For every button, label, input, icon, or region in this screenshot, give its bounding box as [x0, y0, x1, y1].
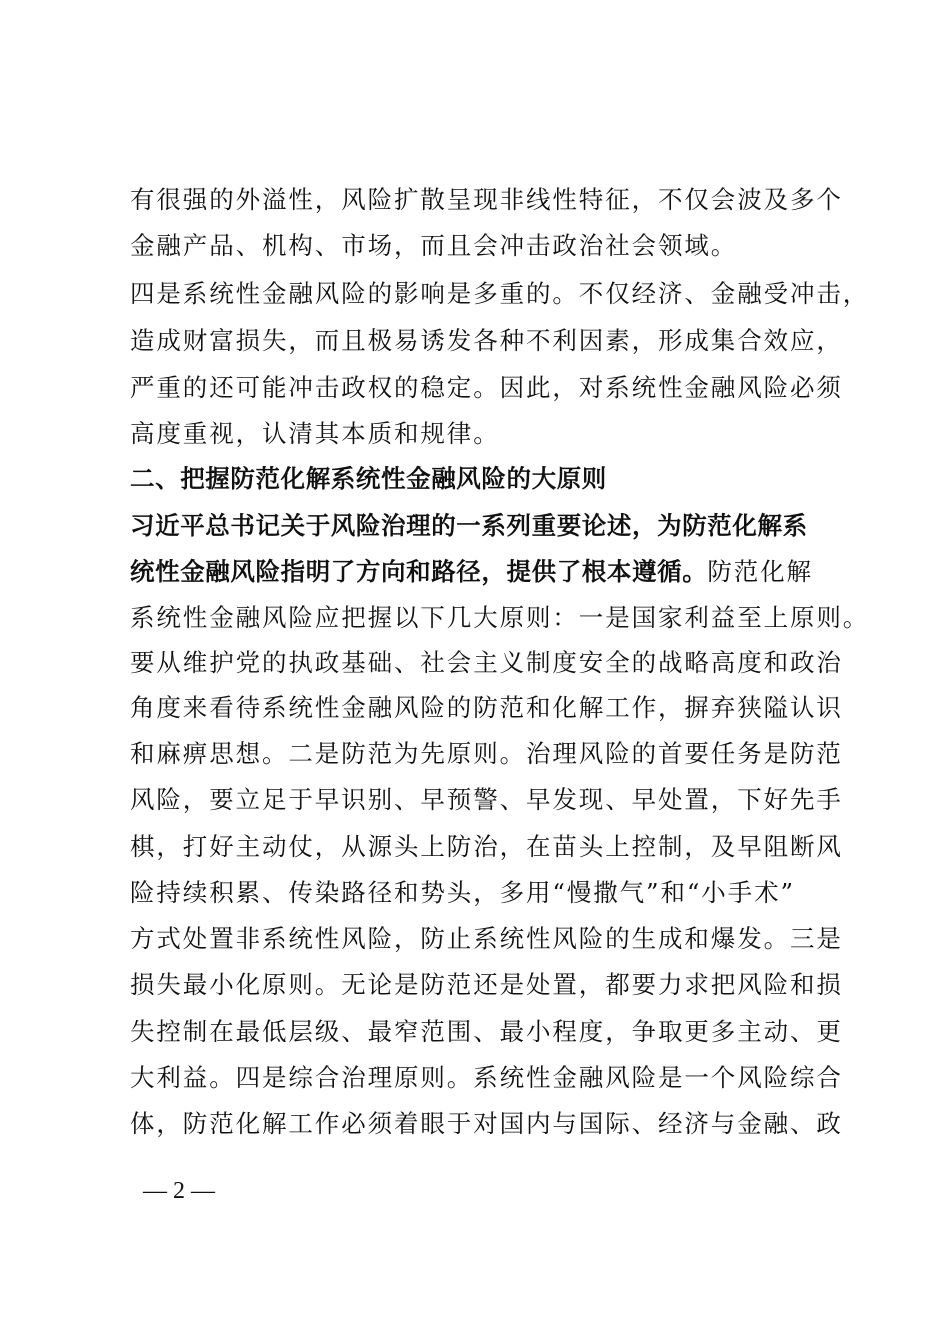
paragraph-line: 大利益。四是综合治理原则。系统性金融风险是一个风险综合	[130, 1063, 843, 1092]
bold-text-span: 统性金融风险指明了方向和路径，提供了根本遵循。	[130, 557, 708, 586]
paragraph-line: 棋，打好主动仗，从源头上防治，在苗头上控制，及早阻断风	[130, 832, 843, 861]
paragraph-line: 要从维护党的执政基础、社会主义制度安全的战略高度和政治	[130, 648, 843, 677]
paragraph-line: 角度来看待系统性金融风险的防范和化解工作，摒弃狭隘认识	[130, 693, 843, 722]
paragraph-line: 严重的还可能冲击政权的稳定。因此，对系统性金融风险必须	[130, 373, 843, 402]
paragraph-line: 系统性金融风险应把握以下几大原则：一是国家利益至上原则。	[130, 603, 870, 632]
paragraph-line: 风险，要立足于早识别、早预警、早发现、早处置，下好先手	[130, 785, 843, 814]
mixed-paragraph-line	[130, 557, 813, 587]
paragraph-line: 四是系统性金融风险的影响是多重的。不仅经济、金融受冲击，	[130, 279, 870, 308]
bold-paragraph-line: 习近平总书记关于风险治理的一系列重要论述，为防范化解系	[130, 511, 808, 540]
paragraph-line: 体，防范化解工作必须着眼于对国内与国际、经济与金融、政	[130, 1109, 843, 1138]
paragraph-line: 失控制在最低层级、最窄范围、最小程度，争取更多主动、更	[130, 1017, 843, 1046]
section-heading: 二、把握防范化解系统性金融风险的大原则	[130, 464, 607, 493]
paragraph-line: 高度重视，认清其本质和规律。	[130, 419, 500, 448]
paragraph-line: 险持续积累、传染路径和势头，多用“慢撒气”和“小手术”	[130, 878, 795, 907]
paragraph-line: 损失最小化原则。无论是防范还是处置，都要力求把风险和损	[130, 970, 843, 999]
regular-text-span: 防范化解	[707, 557, 813, 586]
paragraph-line: 和麻痹思想。二是防范为先原则。治理风险的首要任务是防范	[130, 739, 843, 768]
paragraph-line: 造成财富损失，而且极易诱发各种不利因素，形成集合效应，	[130, 326, 843, 355]
paragraph-line: 有很强的外溢性，风险扩散呈现非线性特征，不仅会波及多个	[130, 185, 843, 214]
paragraph-line: 方式处置非系统性风险，防止系统性风险的生成和爆发。三是	[130, 924, 843, 953]
page-number: — 2 —	[143, 1178, 215, 1204]
paragraph-line: 金融产品、机构、市场，而且会冲击政治社会领域。	[130, 231, 738, 260]
